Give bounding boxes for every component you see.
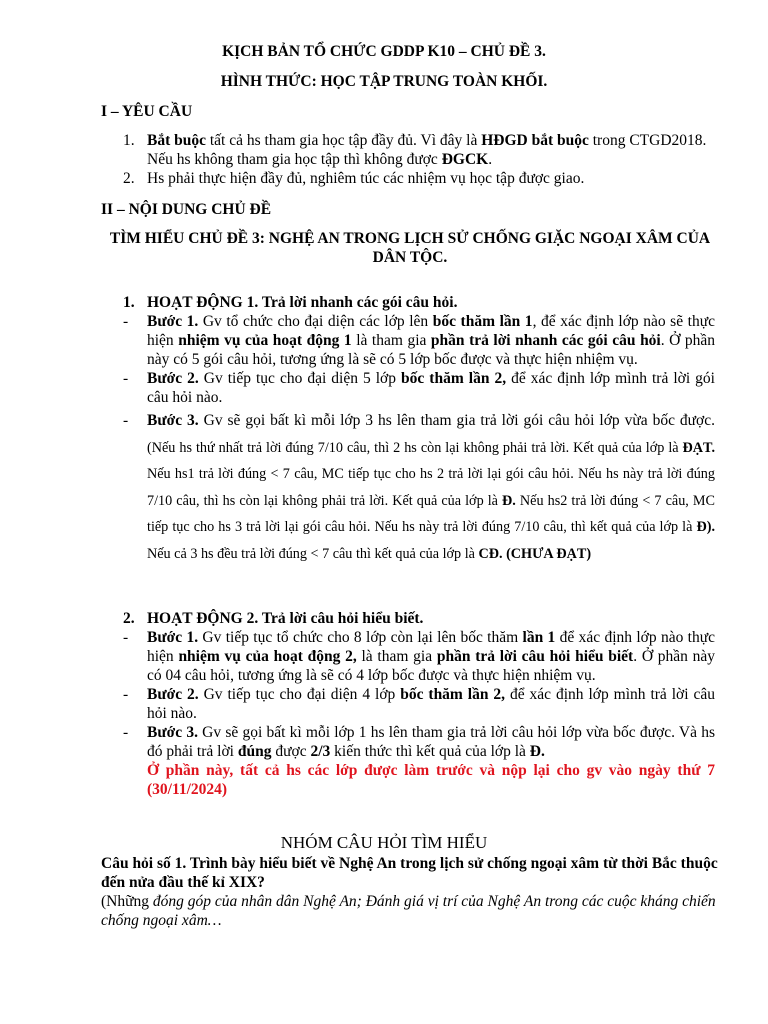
step-item [101, 723, 715, 799]
text-bold: nhiệm vụ của hoạt động 2, [178, 648, 357, 665]
text: (Những [101, 893, 153, 910]
dash-bullet: - [123, 412, 129, 429]
step-item [101, 628, 715, 685]
text-bold: đúng [237, 743, 272, 760]
text-bold: 2/3 [310, 743, 331, 760]
text-italic: đóng góp của nhân dân Nghệ An; Đánh giá vị trí của Nghệ An trong các cuộc kháng chiến chống ngoại xâm… [101, 893, 716, 929]
text-bold: phần trả lời câu hỏi hiểu biết [436, 648, 634, 665]
activity-title: HOẠT ĐỘNG 1. Trả lời nhanh các gói câu hỏi. [147, 294, 458, 311]
activity-title: HOẠT ĐỘNG 2. Trả lời câu hỏi hiểu biết. [147, 610, 424, 627]
list-number: 2. [123, 610, 135, 627]
text: Gv tiếp tục cho đại diện 5 lớp [198, 370, 402, 387]
text: là tham gia [351, 332, 431, 349]
text-bold: Đ). [696, 519, 715, 535]
text-bold: HĐGD bắt buộc [481, 132, 589, 149]
question-1 [101, 854, 721, 930]
question-text: . Trình bày hiểu biết về Nghệ An trong lịch sử chống ngoại xâm từ thời Bắc thuộc đến nửa đầu thế kỉ XIX? [101, 855, 718, 891]
text: . Ở phần này có 04 câu hỏi, tương ứng là sẽ có 4 lớp bốc được và thực hiện nhiệm vụ. [147, 648, 716, 684]
activity-2 [101, 609, 715, 799]
text-bold: Đ. [529, 743, 545, 760]
text: , để xác định lớp nào sẽ thực hiện [147, 313, 715, 349]
list-number: 2. [123, 170, 135, 187]
text: . Ở phần này có 5 gói câu hỏi, tương ứng là sẽ có 5 lớp bốc được và thực hiện nhiệm vụ. [147, 332, 716, 368]
text: để xác định lớp mình trả lời câu hỏi nào. [147, 686, 715, 722]
dash-bullet: - [123, 313, 129, 330]
step-label: Bước 1. [147, 313, 199, 330]
question-hint [101, 892, 721, 930]
text: . [488, 151, 493, 168]
text: là tham gia [356, 648, 437, 665]
text: kiến thức thì kết quả của lớp là [330, 743, 530, 760]
section-heading-content: II – NỘI DUNG CHỦ ĐỀ [101, 201, 272, 218]
text-bold: Đ. [502, 492, 516, 509]
text: Nếu cả 3 hs đều trả lời đúng < 7 câu thì kết quả của lớp là [147, 545, 479, 562]
text: để xác định lớp mình trả lời gói câu hỏi nào. [147, 370, 715, 406]
text: để xác định lớp nào thực hiện [147, 629, 716, 665]
text: Hs phải thực hiện đầy đủ, nghiêm túc các nhiệm vụ học tập được giao. [147, 170, 585, 187]
text: Gv tiếp tục cho đại diện 4 lớp [198, 686, 401, 703]
topic-title: TÌM HIỂU CHỦ ĐỀ 3: NGHỆ AN TRONG LỊCH SỬ CHỐNG GIẶC NGOẠI XÂM CỦA DÂN TỘC. [109, 230, 711, 266]
text-bold: bốc thăm lần 1 [432, 313, 533, 330]
section-heading-requirements: I – YÊU CẦU [101, 103, 193, 120]
text-bold: ĐẠT. [682, 439, 715, 456]
text: tất cả hs tham gia học tập đầy đủ. Vì đây là [206, 132, 482, 149]
step-label: Bước 3. [147, 724, 198, 741]
text-bold: CĐ. (CHƯA ĐẠT) [478, 545, 592, 562]
list-number: 1. [123, 132, 135, 149]
list-item [101, 169, 721, 188]
activity-heading [101, 609, 715, 628]
step-label: Bước 2. [147, 686, 199, 703]
activity-heading [101, 293, 715, 312]
text-bold: ĐGCK [441, 151, 489, 168]
list-number: 1. [123, 294, 135, 311]
text: Gv tiếp tục tổ chức cho 8 lớp còn lại lên bốc thăm [198, 629, 523, 646]
text: Gv sẽ gọi bất kì mỗi lớp 3 hs lên tham gia trả lời gói câu hỏi lớp vừa bốc được. [198, 412, 715, 429]
requirements-list [101, 131, 721, 188]
text: Nếu hs2 trả lời đúng < 7 câu, MC tiếp tục cho hs 3 trả lời lại gói câu hỏi. Nếu hs này trả lời đúng 7/10 câu, thì kết quả của lớp là [147, 492, 715, 535]
text-bold: Bắt buộc [147, 132, 206, 149]
text-bold: phần trả lời nhanh các gói câu hỏi [430, 332, 661, 349]
step-item [101, 685, 715, 723]
dash-bullet: - [123, 724, 129, 741]
activity-1 [101, 293, 715, 567]
dash-bullet: - [123, 629, 129, 646]
questions-heading: NHÓM CÂU HỎI TÌM HIỂU [280, 833, 488, 852]
text-bold: bốc thăm lần 2, [400, 686, 506, 703]
deadline-note: Ở phần này, tất cả hs các lớp được làm trước và nộp lại cho gv vào ngày thứ 7 (30/11/2024) [147, 762, 715, 798]
text: Nếu hs1 trả lời đúng < 7 câu, MC tiếp tục cho hs 2 trả lời lại gói câu hỏi. Nếu hs này trả lời đúng 7/10 câu, thì hs còn lại không phải trả lời. Kết quả của lớp là [147, 466, 715, 509]
text: Gv sẽ gọi bất kì mỗi lớp 1 hs lên tham gia trả lời câu hỏi lớp vừa bốc được. Và hs đó phải trả lời [147, 724, 715, 760]
step-item [101, 408, 715, 567]
text: (Nếu hs thứ nhất trả lời đúng 7/10 câu, thì 2 hs còn lại không phải trả lời. Kết quả của lớp là [147, 439, 683, 456]
text: được [271, 743, 311, 760]
step-item [101, 312, 715, 369]
document-title: KỊCH BẢN TỔ CHỨC GDDP K10 – CHỦ ĐỀ 3. [222, 43, 546, 60]
question-label: Câu hỏi số 1 [101, 855, 183, 872]
step-label: Bước 2. [147, 370, 199, 387]
text: trong CTGD2018. Nếu hs không tham gia học tập thì không được [147, 132, 707, 168]
document-subtitle: HÌNH THỨC: HỌC TẬP TRUNG TOÀN KHỐI. [220, 73, 548, 90]
dash-bullet: - [123, 370, 129, 387]
list-item [101, 131, 721, 169]
text-bold: bốc thăm lần 2, [401, 370, 507, 387]
step-detail [147, 440, 715, 562]
dash-bullet: - [123, 686, 129, 703]
step-label: Bước 1. [147, 629, 199, 646]
step-label: Bước 3. [147, 412, 199, 429]
text-bold: lần 1 [522, 629, 556, 646]
text: Gv tổ chức cho đại diện các lớp lên [198, 313, 433, 330]
text-bold: nhiệm vụ của hoạt động 1 [178, 332, 352, 349]
step-item [101, 369, 715, 407]
